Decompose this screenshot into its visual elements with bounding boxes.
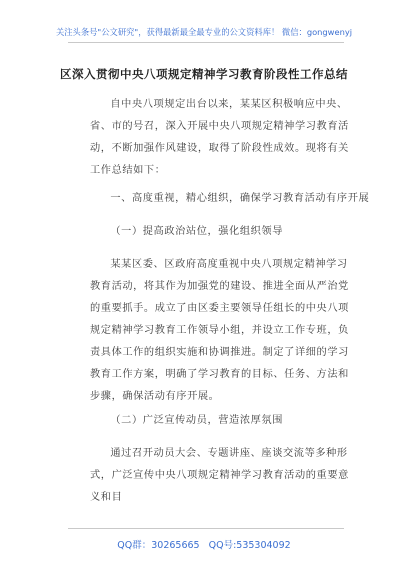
section-1-heading: 一、高度重视，精心组织，确保学习教育活动有序开展 (110, 193, 370, 204)
subsection-2-body: 通过召开动员大会、专题讲座、座谈交流等多种形式，广泛宣传中央八项规定精神学习教育活动的重要意义和目 (90, 448, 349, 503)
footer-contact: QQ群：30265665 QQ号:535304092 (117, 540, 291, 551)
subsection-2-heading: （二）广泛宣传动员，营造浓厚氛围 (110, 415, 283, 426)
subsection-1-body: 某某区委、区政府高度重视中央八项规定精神学习教育活动，将其作为加强党的建设、推进全面从严治党的重要抓手。成立了由区委主要领导任组长的中央八项规定精神学习教育工作领导小组，并设立工作专班，负责具体工作的组织实施和协调推进。制定了详细的学习教育工作方案，明确了学习教育的目标、任务、方法和步骤，确保活动有序开展。 (90, 259, 349, 402)
footer-divider (68, 528, 344, 529)
intro-paragraph: 自中央八项规定出台以来，某某区积极响应中央、省、市的号召，深入开展中央八项规定精神学习教育活动，不断加强作风建设，取得了阶段性成效。现将有关工作总结如下： (90, 99, 349, 176)
header-banner: 关注头条号"公文研究"，获得最新最全最专业的公文资料库！ 微信：gongwenyj (55, 27, 353, 37)
header-divider (68, 42, 344, 43)
subsection-1-heading: （一）提高政治站位，强化组织领导 (110, 226, 283, 237)
document-title: 区深入贯彻中央八项规定精神学习教育阶段性工作总结 (60, 67, 348, 81)
